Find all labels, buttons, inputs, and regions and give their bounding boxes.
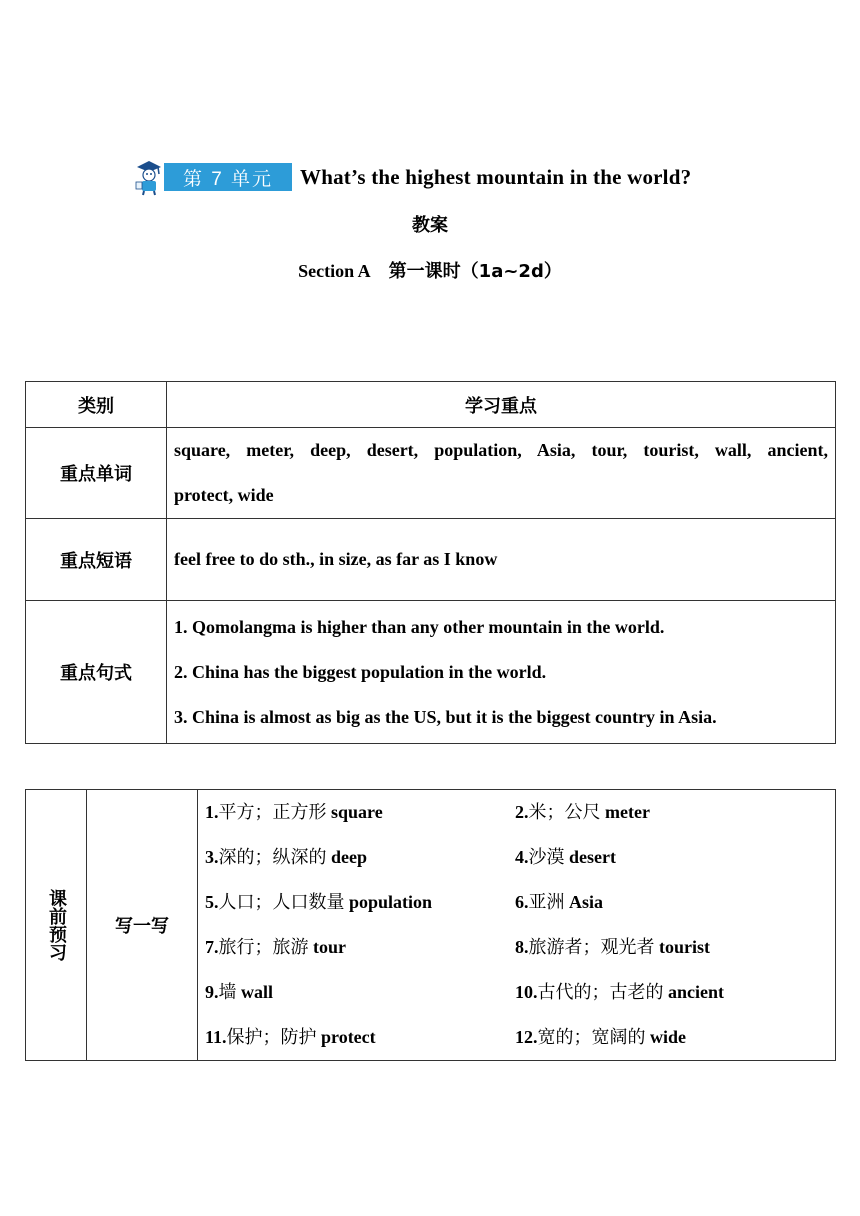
task-label: 写一写 — [87, 790, 198, 1061]
unit-badge: 第 7 单元 — [164, 163, 292, 191]
vocab-item — [198, 790, 508, 835]
table-row — [26, 601, 836, 744]
vocab-number: 10. — [515, 982, 538, 1002]
vocab-chinese: 旅行；旅游 — [218, 937, 309, 958]
vocab-number: 11. — [205, 1027, 227, 1047]
table-row — [26, 519, 836, 601]
table-header-row — [26, 382, 836, 428]
vocab-chinese: 沙漠 — [528, 847, 565, 868]
vocab-item — [508, 1015, 835, 1060]
vocab-number: 8. — [515, 937, 529, 957]
vocab-chinese: 保护；防护 — [226, 1027, 317, 1048]
row-category: 重点单词 — [26, 428, 167, 519]
row-category: 重点短语 — [26, 519, 167, 601]
vocab-number: 7. — [205, 937, 219, 957]
table-row — [26, 790, 836, 1061]
vocab-english: meter — [600, 802, 650, 822]
vocab-english: tourist — [654, 937, 710, 957]
vocab-number: 9. — [205, 982, 219, 1002]
content-line: 3. China is almost as big as the US, but it is the biggest country in Asia. — [174, 706, 717, 727]
vocab-english: Asia — [564, 892, 604, 912]
vocab-english: desert — [564, 847, 616, 867]
vocab-number: 6. — [515, 892, 529, 912]
vocab-item — [508, 835, 835, 880]
vocab-chinese: 墙 — [218, 982, 237, 1003]
vocab-number: 1. — [205, 802, 219, 822]
vocab-items — [198, 790, 836, 1061]
vocab-item — [508, 970, 835, 1015]
vocab-chinese: 旅游者；观光者 — [528, 937, 655, 958]
vocab-item — [198, 925, 508, 970]
vocab-item — [198, 880, 508, 925]
vocab-chinese: 人口；人口数量 — [218, 892, 345, 913]
row-category: 重点句式 — [26, 601, 167, 744]
vocab-chinese: 深的；纵深的 — [218, 847, 327, 868]
vocab-grid — [198, 790, 835, 1060]
content-line: protect, wide — [174, 485, 274, 505]
col-category-header: 类别 — [26, 382, 167, 428]
doc-type: 教案 — [412, 215, 448, 236]
vocab-english: tour — [308, 937, 346, 957]
vocab-item — [198, 835, 508, 880]
vocab-chinese: 亚洲 — [528, 892, 565, 913]
vocab-number: 2. — [515, 802, 529, 822]
vocab-item — [508, 925, 835, 970]
content-line: 1. Qomolangma is higher than any other mountain in the world. — [174, 616, 665, 637]
vocab-number: 12. — [515, 1027, 538, 1047]
col-focus-header: 学习重点 — [167, 382, 836, 428]
row-content — [167, 601, 836, 744]
section-label: Section A — [298, 261, 371, 281]
mascot-icon — [134, 158, 162, 196]
vertical-label — [26, 790, 87, 1061]
vocab-number: 3. — [205, 847, 219, 867]
row-content — [167, 519, 836, 601]
preview-table — [25, 789, 836, 1061]
vocab-item — [508, 790, 835, 835]
vocab-english: ancient — [663, 982, 724, 1002]
vocab-chinese: 宽的；宽阔的 — [537, 1027, 646, 1048]
section-heading — [0, 257, 860, 283]
vocab-item — [198, 970, 508, 1015]
table-row — [26, 428, 836, 519]
vocab-english: square — [326, 802, 383, 822]
lesson-label: 第一课时（1a~2d） — [388, 261, 562, 282]
vocab-item — [508, 880, 835, 925]
vocab-english: protect — [316, 1027, 376, 1047]
focus-table — [25, 381, 836, 744]
vocab-english: wall — [236, 982, 274, 1002]
vocab-english: wide — [645, 1027, 686, 1047]
unit-title-row — [134, 157, 691, 197]
unit-title: What’s the highest mountain in the world? — [300, 164, 692, 189]
vocab-number: 5. — [205, 892, 219, 912]
content-line: 2. China has the biggest population in the world. — [174, 661, 547, 682]
vocab-chinese: 米；公尺 — [528, 802, 601, 823]
vocab-chinese: 平方；正方形 — [218, 802, 327, 823]
vocab-chinese: 古代的；古老的 — [537, 982, 664, 1003]
content-line: feel free to do sth., in size, as far as I know — [174, 549, 498, 569]
vocab-english: deep — [326, 847, 367, 867]
vocab-item — [198, 1015, 508, 1060]
vocab-number: 4. — [515, 847, 529, 867]
row-content — [167, 428, 836, 519]
vocab-english: population — [344, 892, 433, 912]
vertical-label-text: 课前预习 — [46, 889, 67, 961]
content-line: square, meter, deep, desert, population, Asia, tour, tourist, wall, ancient, — [174, 440, 828, 460]
